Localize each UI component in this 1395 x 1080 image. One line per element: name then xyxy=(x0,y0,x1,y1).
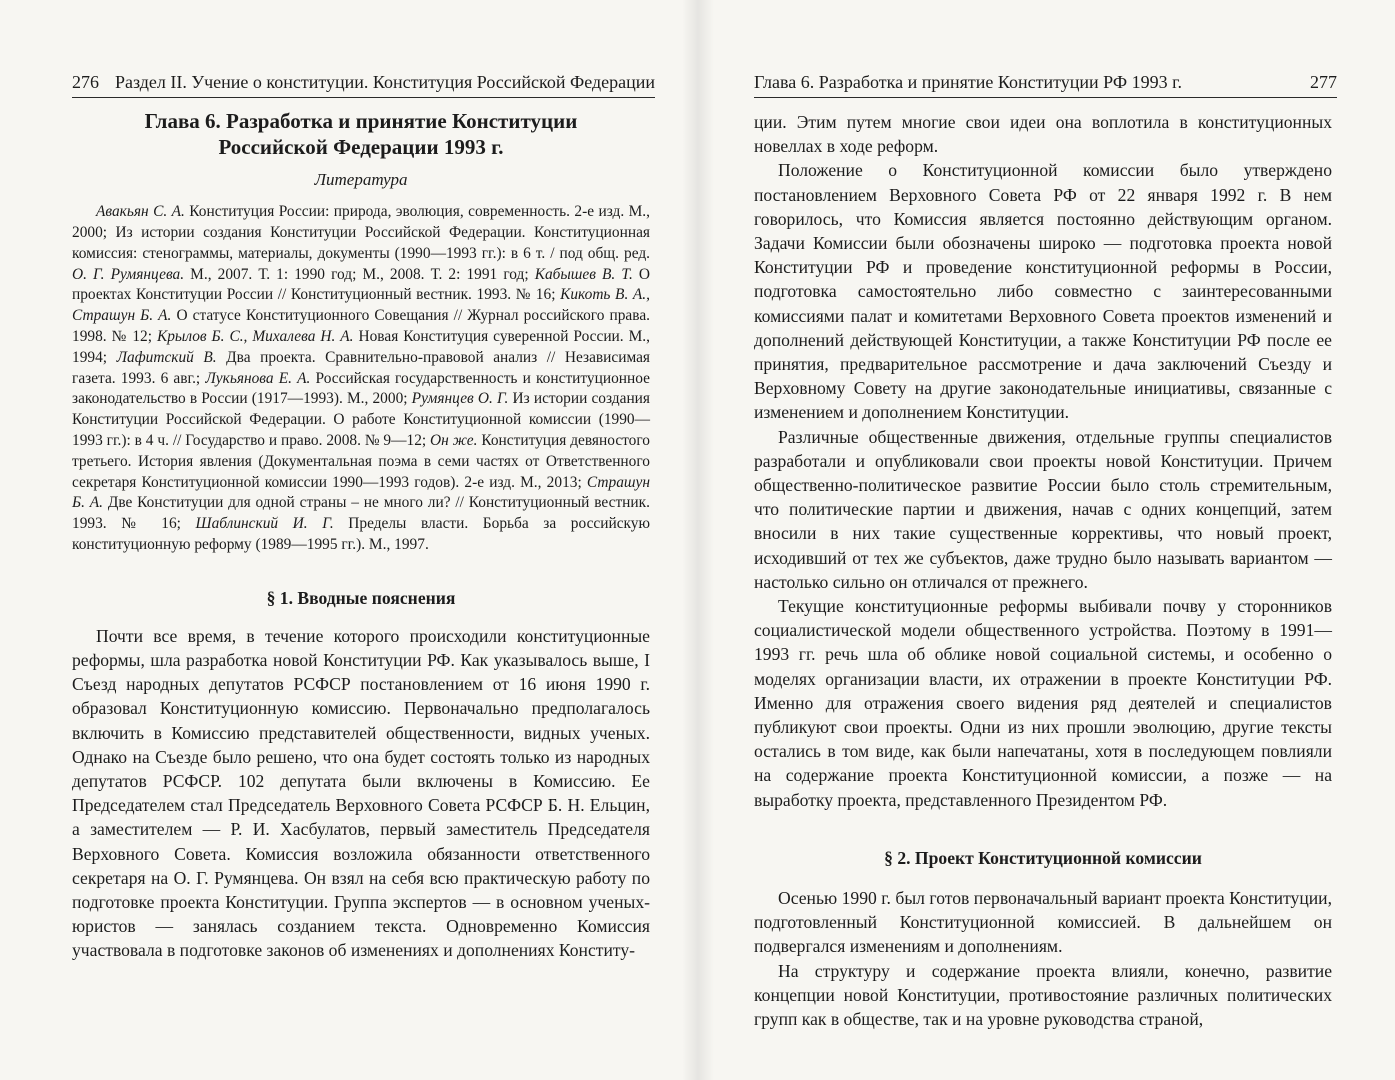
lit-text: О проектах Конституции России // Конституционный вестник. 1993. № 16; xyxy=(72,265,650,304)
right-page-number: 277 xyxy=(1310,72,1337,92)
lit-author: Крылов Б. С., Михалева Н. А. xyxy=(156,327,354,345)
chapter-title: Глава 6. Разработка и принятие Конституции Российской Федерации 1993 г. xyxy=(144,109,578,159)
lit-text: Конституция России: природа, эволюция, современность. 2-е изд. М., 2000; Из истории создания Конституции Российской Федерации. Конституционная комиссия: стенограммы, материалы, документы (1990—1993 гг.): в 6 т. / под общ. ред. xyxy=(72,203,650,262)
right-page xyxy=(697,0,1395,1080)
body-paragraph: Текущие конституционные реформы выбивали почву у сторонников социалистической модели общественного устройства. Поэтому в 1991—1993 гг. речь шла об облике новой социальной системы, и особенно о моделях организации власти, их отражении в проекте Конституции РФ. Именно для отражения своего видения ряд деятелей и специалистов публикуют свои проекты. Одни из них прошли эволюцию, другие тексты остались в том виде, как были напечатаны, хотя в последующем повлияли на содержание проекта Конституционной комиссии, а позже — на выработку проекта, представленного Президентом РФ. xyxy=(754,596,1332,810)
body-paragraph: Различные общественные движения, отдельные группы специалистов разработали и опубликовали свои проекты новой Конституции. Причем общественно-политическое развитие России было столь стремительным, что политические партии и движения, начав с одних концепций, затем вносили в них такие существенные коррективы, что новый проект, исходивший от тех же субъектов, даже трудно было называть вариантом — настолько сильно он отличался от прежнего. xyxy=(754,426,1332,592)
left-running-head xyxy=(72,70,655,98)
lit-text: Из истории создания Конституции Российской Федерации. О работе Конституционной комиссии (1990—1993 гг.): в 4 ч. // Государство и право. 2008. № 9—12; xyxy=(72,390,650,449)
lit-text: Российская государственность и конституционное законодательство в России (1917—1993). М., 2000; xyxy=(72,369,650,408)
section-1-title: § 1. Вводные пояснения xyxy=(266,587,456,608)
left-running-title: Раздел II. Учение о конституции. Конституция Российской Федерации xyxy=(114,72,655,92)
lit-author: Страшун Б. А. xyxy=(72,473,650,512)
lit-text: Новая Конституция суверенной России. М., 1994; xyxy=(72,327,650,366)
body-paragraph: Почти все время, в течение которого происходили конституционные реформы, шла разработка новой Конституции РФ. Как указывалось выше, I Съезд народных депутатов РСФСР постановлением от 16 июня 1990 г. образовал Конституционную комиссию. Первоначально предполагалось включить в Комиссию представителей общественности, видных ученых. Однако на Съезде было решено, что она будет состоять только из народных депутатов РСФСР. 102 депутата были включены в Комиссию. Ее Председателем стал Председатель Верховного Совета РСФСР Б. Н. Ельцин, а заместителем — Р. И. Хасбулатов, первый заместитель Председателя Верховного Совета. Комиссия возложила обязанности ответственного секретаря на О. Г. Румянцева. Он взял на себя всю практическую работу по подготовке проекта Конституции. Группа экспертов — в основном ученых-юристов — занялась созданием текста. Одновременно Комиссия участвовала в подготовке законов об изменениях и дополнениях Конститу- xyxy=(72,625,650,961)
literature-list xyxy=(72,202,650,556)
lit-author: Кикоть В. А., Страшун Б. А. xyxy=(72,286,651,325)
lit-text: О статусе Конституционного Совещания // Журнал российского права. 1998. № 12; xyxy=(72,307,650,345)
body-paragraph: На структуру и содержание проекта влияли, конечно, развитие концепции новой Конституции, противостояние различных политических групп как в обществе, так и на уровне руководства страной, xyxy=(754,960,1332,1029)
lit-author: О. Г. Румянцева. xyxy=(72,265,185,283)
left-page xyxy=(0,0,697,1080)
lit-text: Две Конституции для одной страны – не много ли? // Конституционный вестник. 1993. № 16; xyxy=(72,494,650,533)
lit-author: Он же. xyxy=(430,431,478,449)
right-page-content xyxy=(754,110,1332,1031)
lit-text: Конституция девяностого третьего. История явления (Документальная поэма в семи частях от Ответственного секретаря Конституционной комиссии 1990—1993 годов). 2-е изд. М., 2013; xyxy=(72,431,651,491)
body-paragraph: Осенью 1990 г. был готов первоначальный вариант проекта Конституции, подготовленный Конституционной комиссией. В дальнейшем он подвергался изменениям и дополнениям. xyxy=(754,887,1332,957)
literature-title: Литература xyxy=(314,170,408,189)
lit-text: Пределы власти. Борьба за российскую конституционную реформу (1989—1995 гг.). М., 1997. xyxy=(72,515,651,553)
right-running-title: Глава 6. Разработка и принятие Конституции РФ 1993 г. xyxy=(754,72,1182,92)
right-running-head xyxy=(754,70,1337,98)
left-page-number: 276 xyxy=(72,72,99,92)
lit-author: Кабышев В. Т. xyxy=(534,265,633,283)
lit-author: Лафитский В. xyxy=(116,348,217,366)
body-paragraph-continued: ции. Этим путем многие свои идеи она воплотила в конституционных новеллах в ходе реформ. xyxy=(754,112,1332,157)
lit-text: Два проекта. Сравнительно-правовой анализ // Независимая газета. 1993. 6 авг.; xyxy=(72,348,651,387)
body-paragraph: Положение о Конституционной комиссии было утверждено постановлением Верховного Совета РФ от 22 января 1992 г. В нем говорилось, что Комиссия является постоянно действующим органом. Задачи Комиссии были обозначены широко — подготовка проекта новой Конституции РФ и проведение конституционной реформы в России, подготовка самостоятельно либо совместно с заинтересованными комиссиями палат и комитетами Верховного Совета проектов изменений и дополнений действующей Конституции, а также Конституции РФ после ее принятия, предварительное рассмотрение и дача заключений Съезду и Верховному Совету на другие законодательные инициативы, связанные с изменением и дополнением Конституции. xyxy=(754,160,1332,423)
lit-author: Авакьян С. А. xyxy=(96,203,185,221)
section-2-title: § 2. Проект Конституционной комиссии xyxy=(884,847,1202,868)
lit-text: М., 2007. Т. 1: 1990 год; М., 2008. Т. 2: 1991 год; xyxy=(184,265,535,283)
left-page-content xyxy=(72,108,650,963)
lit-author: Лукьянова Е. А. xyxy=(205,369,311,387)
lit-author: Шаблинский И. Г. xyxy=(195,515,334,533)
lit-author: Румянцев О. Г. xyxy=(411,390,509,408)
